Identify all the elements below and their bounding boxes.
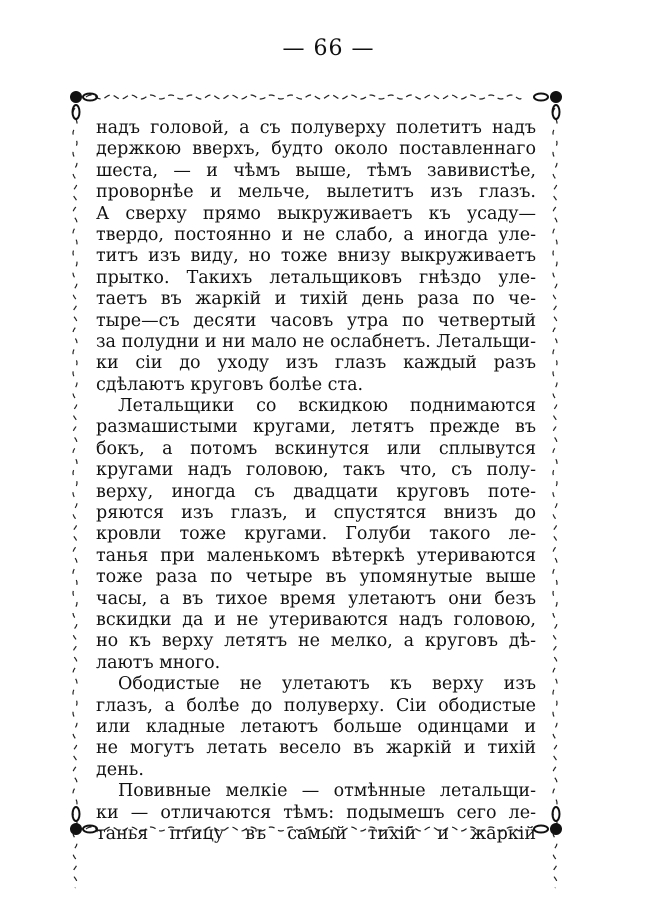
- bottom-right-corner-ornament: [534, 807, 562, 835]
- text-line: ки — отличаются тѣмъ: подымешъ сего ле-: [96, 802, 536, 823]
- top-left-corner-ornament: [70, 91, 97, 119]
- text-line: кровли тоже кругами. Голуби такого ле-: [96, 524, 536, 545]
- text-line: ряются изъ глазъ, и спустятся внизъ до: [96, 503, 536, 524]
- text-line: надъ головой, а съ полуверху полетитъ надъ: [96, 118, 536, 138]
- text-line: лаютъ много.: [96, 652, 221, 673]
- text-line: сдѣлаютъ круговъ болѣе ста.: [96, 374, 364, 395]
- text-line: за полудни и ни мало не ослабнетъ. Летальщи-: [96, 331, 536, 352]
- text-line: держкою вверхъ, будто около поставленнаго: [96, 139, 536, 160]
- right-border-line: [553, 108, 557, 888]
- text-line: А сверху прямо выкруживаетъ къ усаду—: [96, 203, 536, 224]
- text-line: прытко. Такихъ летальщиковъ гнѣздо уле-: [96, 267, 536, 288]
- text-line: верху, иногда съ двадцати круговъ поте-: [96, 481, 536, 502]
- page-number: — 66 —: [282, 36, 375, 61]
- text-line: вскидки да и не утериваются надъ головою,: [96, 609, 536, 630]
- text-line: танья при маленькомъ вѣтеркѣ утериваются: [96, 545, 536, 566]
- text-line: шеста, — и чѣмъ выше, тѣмъ завивистѣе,: [96, 160, 536, 181]
- text-line: твердо, постоянно и не слабо, а иногда уле-: [96, 224, 536, 245]
- text-line: титъ изъ виду, но тоже внизу выкруживаетъ: [96, 246, 536, 267]
- body-text: [96, 118, 536, 845]
- text-line: Повивные мелкіе — отмѣнные летальщи-: [118, 781, 536, 802]
- top-right-corner-ornament: [534, 91, 562, 119]
- left-border-line: [73, 108, 77, 888]
- text-line: тыре—съ десяти часовъ утра по четвертый: [96, 310, 536, 331]
- text-line: размашистыми кругами, летятъ прежде въ: [96, 417, 536, 438]
- text-line: ки сіи до уходу изъ глазъ каждый разъ: [96, 353, 536, 374]
- text-line: или кладные летаютъ больше одинцами и: [96, 716, 536, 737]
- text-line: но къ верху летятъ не мелко, а круговъ дѣ-: [96, 631, 536, 652]
- text-line: бокъ, а потомъ вскинутся или сплывутся: [96, 438, 536, 459]
- text-line: танья птицу въ самый тихій и жаркій: [96, 823, 536, 844]
- text-line: тоже раза по четыре въ упомянутые выше: [96, 567, 536, 588]
- text-line: не могутъ летать весело въ жаркій и тихій: [96, 738, 536, 759]
- text-line: проворнѣе и мельче, вылетитъ изъ глазъ.: [96, 182, 536, 203]
- text-line: день.: [96, 759, 144, 780]
- text-line: кругами надъ головою, такъ что, съ полу-: [96, 460, 536, 481]
- text-line: Ободистые не улетаютъ къ верху изъ: [118, 674, 536, 695]
- text-line: таетъ въ жаркій и тихій день раза по че-: [96, 289, 536, 310]
- text-line: глазъ, а болѣе до полуверху. Сіи ободистые: [96, 695, 536, 716]
- text-line: часы, а въ тихое время улетаютъ они безъ: [96, 588, 536, 609]
- top-border-line: [86, 95, 522, 99]
- bottom-left-corner-ornament: [70, 807, 97, 835]
- text-line: Летальщики со вскидкою поднимаются: [118, 396, 536, 417]
